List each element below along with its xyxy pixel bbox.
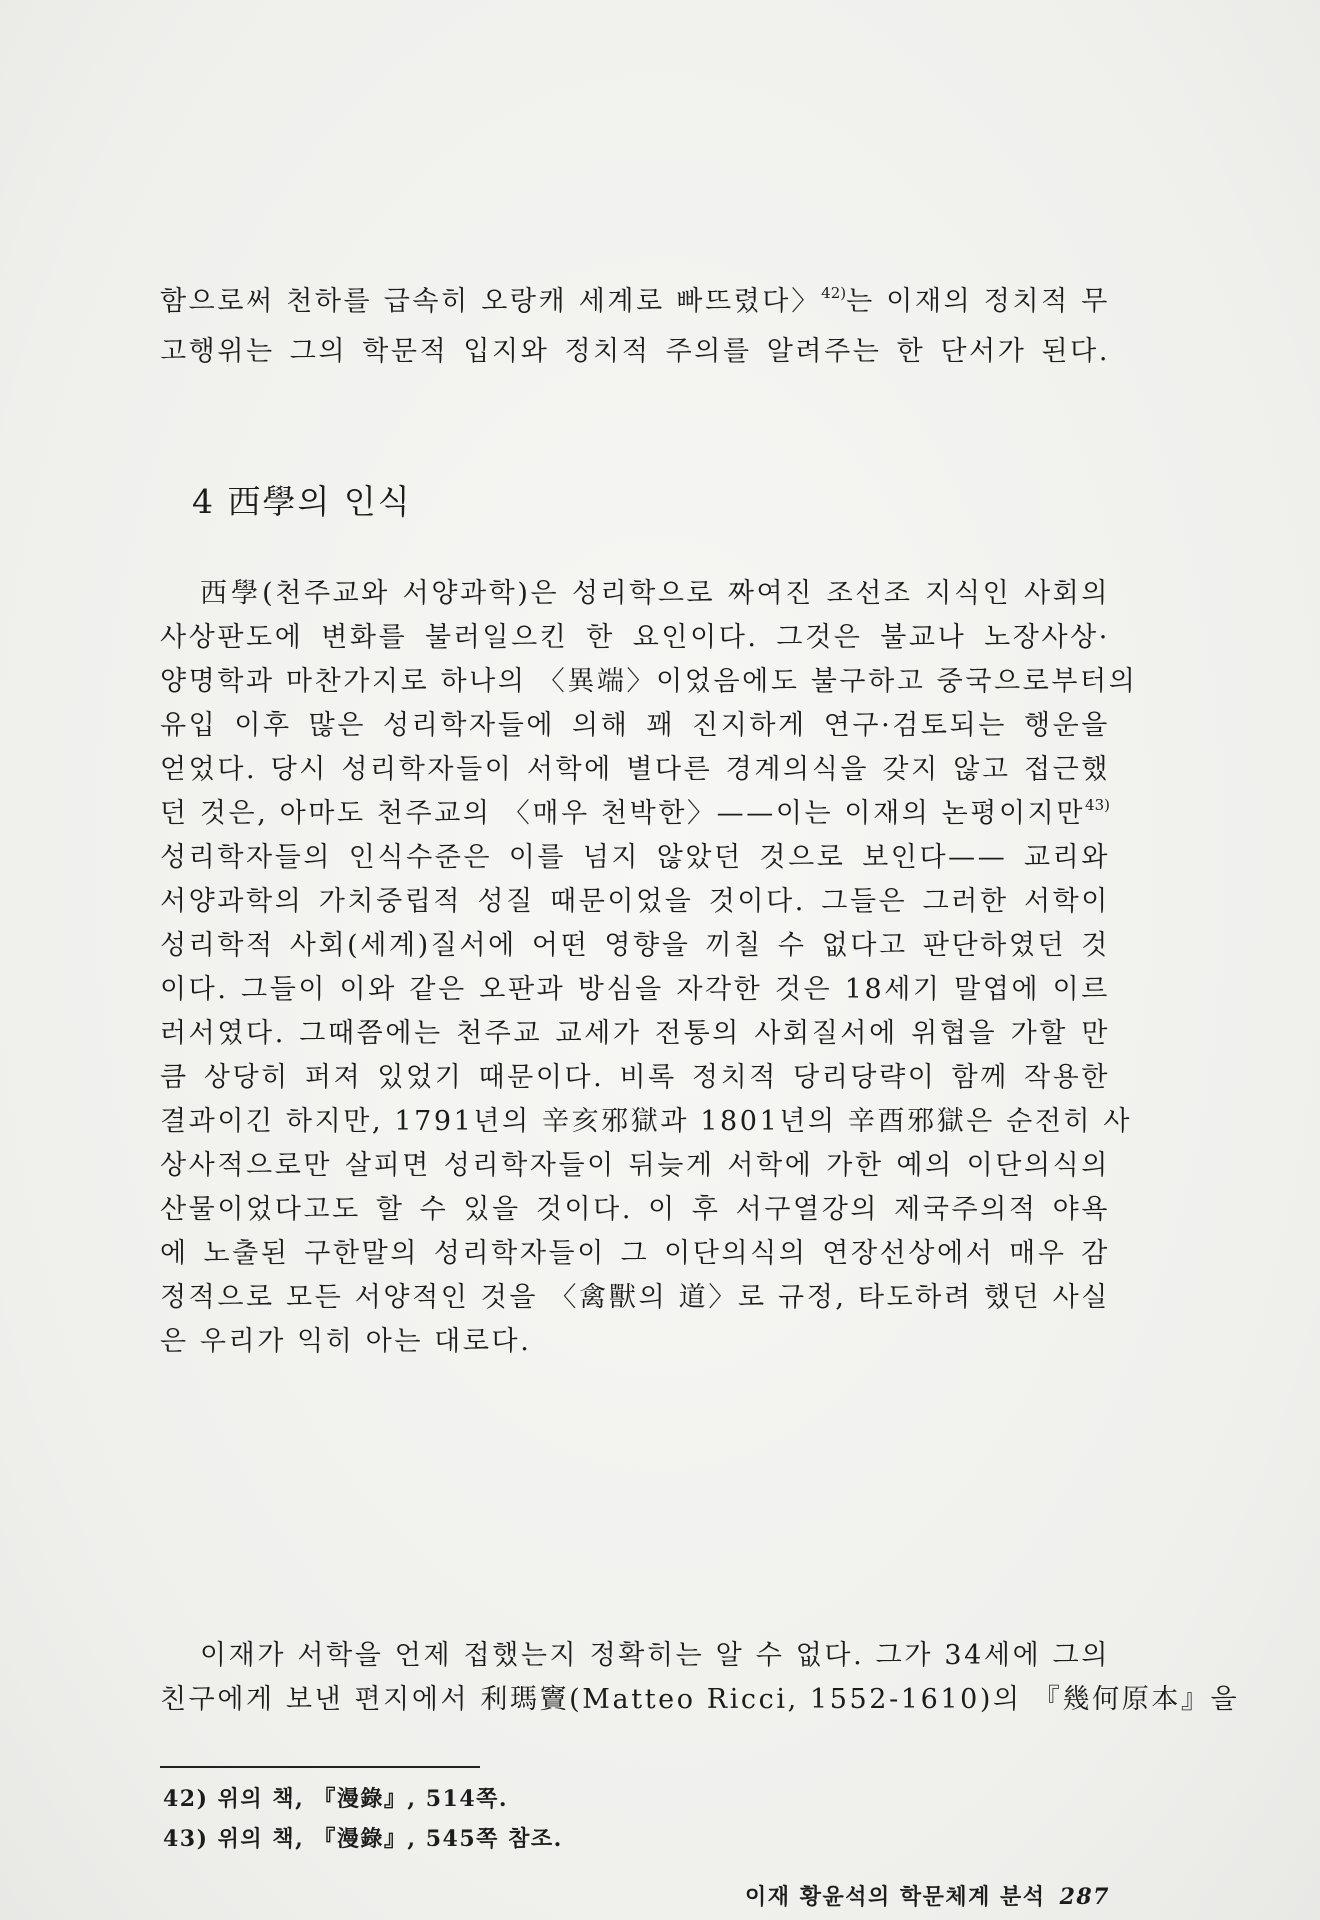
text-line: 결과이긴 하지만, 1791년의 辛亥邪獄과 1801년의 辛酉邪獄은 순전히 사 bbox=[160, 1106, 1133, 1137]
footnote-divider bbox=[160, 1766, 480, 1768]
text-line: 고행위는 그의 학문적 입지와 정치적 주의를 알려주는 한 단서가 된다. bbox=[160, 336, 1110, 367]
running-title: 이재 황윤석의 학문체계 분석 bbox=[745, 1884, 1046, 1910]
text-line: 큼 상당히 퍼져 있었기 때문이다. 비록 정치적 당리당략이 함께 작용한 bbox=[160, 1062, 1110, 1093]
text-line bbox=[160, 280, 1110, 324]
paragraph-1 bbox=[160, 572, 1138, 1364]
top-paragraph bbox=[160, 280, 1110, 374]
text-line: 얻었다. 당시 성리학자들이 서학에 별다른 경계의식을 갖지 않고 접근했 bbox=[160, 754, 1110, 785]
paragraph-2-body bbox=[160, 1634, 1240, 1722]
page-footer bbox=[700, 1880, 1110, 1911]
page-number: 287 bbox=[1059, 1884, 1110, 1910]
text-line: 은 우리가 익히 아는 대로다. bbox=[160, 1326, 532, 1357]
text-line: 사상판도에 변화를 불러일으킨 한 요인이다. 그것은 불교나 노장사상· bbox=[160, 622, 1110, 653]
text-line: 西學(천주교와 서양과학)은 성리학으로 짜여진 조선조 지식인 사회의 bbox=[200, 578, 1110, 609]
text-segment: 는 이재의 정치적 무 bbox=[846, 286, 1110, 317]
footnote-ref-43: 43) bbox=[1085, 796, 1110, 814]
text-line: 산물이었다고도 할 수 있을 것이다. 이 후 서구열강의 제국주의적 야욕 bbox=[160, 1194, 1110, 1225]
text-segment: 던 것은, 아마도 천주교의 〈매우 천박한〉——이는 이재의 논평이지만 bbox=[160, 798, 1086, 829]
text-line: 러서였다. 그때쯤에는 천주교 교세가 전통의 사회질서에 위협을 가할 만 bbox=[160, 1018, 1110, 1049]
footnote-42: 42) 위의 책, 『漫錄』, 514쪽. bbox=[163, 1786, 509, 1812]
footnote-ref-42: 42) bbox=[821, 284, 847, 302]
text-segment: 함으로써 천하를 급속히 오랑캐 세계로 빠뜨렸다〉 bbox=[160, 286, 822, 317]
text-line bbox=[160, 792, 1110, 836]
text-line: 양명학과 마찬가지로 하나의 〈異端〉이었음에도 불구하고 중국으로부터의 bbox=[160, 666, 1138, 697]
text-line: 정적으로 모든 서양적인 것을 〈禽獸의 道〉로 규정, 타도하려 했던 사실 bbox=[160, 1282, 1110, 1313]
text-line: 성리학자들의 인식수준은 이를 넘지 않았던 것으로 보인다—— 교리와 bbox=[160, 842, 1110, 873]
section-heading: 4 西學의 인식 bbox=[192, 482, 412, 521]
text-line: 서양과학의 가치중립적 성질 때문이었을 것이다. 그들은 그러한 서학이 bbox=[160, 886, 1110, 917]
text-line: 이재가 서학을 언제 접했는지 정확히는 알 수 없다. 그가 34세에 그의 bbox=[200, 1640, 1110, 1671]
text-line: 유입 이후 많은 성리학자들에 의해 꽤 진지하게 연구·검토되는 행운을 bbox=[160, 710, 1110, 741]
text-line: 성리학적 사회(세계)질서에 어떤 영향을 끼칠 수 없다고 판단하였던 것 bbox=[160, 930, 1110, 961]
text-line: 상사적으로만 살피면 성리학자들이 뒤늦게 서학에 가한 예의 이단의식의 bbox=[160, 1150, 1110, 1181]
text-line: 에 노출된 구한말의 성리학자들이 그 이단의식의 연장선상에서 매우 감 bbox=[160, 1238, 1110, 1269]
text-line: 친구에게 보낸 편지에서 利瑪竇(Matteo Ricci, 1552-1610)의 『幾何原本』을 bbox=[160, 1684, 1240, 1715]
text-line: 이다. 그들이 이와 같은 오판과 방심을 자각한 것은 18세기 말엽에 이르 bbox=[160, 974, 1110, 1005]
footnote-43: 43) 위의 책, 『漫錄』, 545쪽 참조. bbox=[163, 1826, 563, 1852]
